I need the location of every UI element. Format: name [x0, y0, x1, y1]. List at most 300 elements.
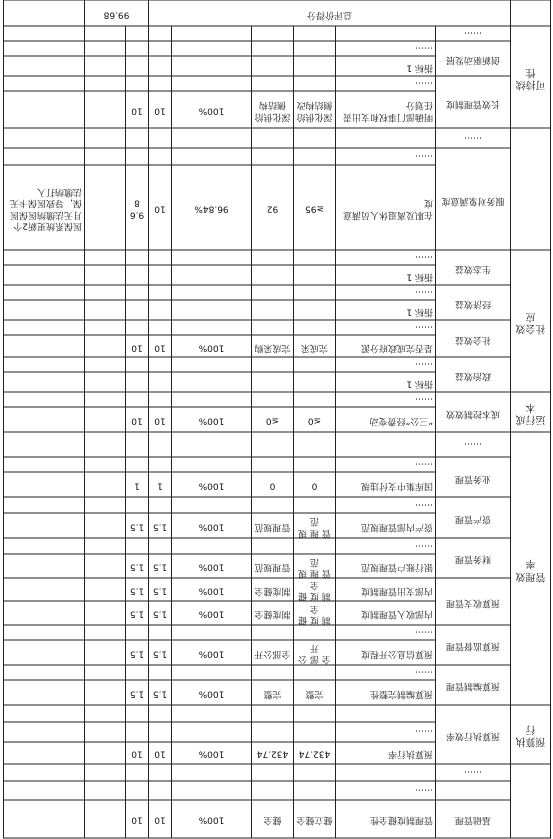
weight-cell — [149, 393, 172, 408]
actual-cell: 制度健全 — [252, 602, 294, 626]
reason-cell — [4, 433, 85, 458]
percent-cell: 100% — [172, 742, 252, 764]
score-cell: 10 — [126, 742, 149, 764]
table-row — [4, 336, 551, 358]
actual-cell: 管理规范 — [252, 555, 294, 579]
actual-cell: 制度健全 — [252, 578, 294, 602]
extra-cell — [85, 129, 126, 149]
percent-cell — [172, 286, 252, 301]
extra-cell — [85, 781, 126, 800]
target-cell — [294, 57, 336, 77]
table-row — [4, 800, 551, 838]
extra-cell — [85, 77, 126, 92]
reason-cell — [4, 77, 85, 92]
weight-cell: 1.5 — [149, 514, 172, 539]
indicator-cell: 预算收支管理 — [436, 578, 511, 625]
target-cell: 432.74 — [294, 742, 336, 764]
reason-cell — [4, 301, 85, 321]
indicator-cell: 预算监督管理 — [436, 625, 511, 665]
score-cell — [126, 129, 149, 149]
table-row — [4, 781, 551, 800]
percent-cell — [172, 266, 252, 286]
target-cell — [294, 321, 336, 336]
extra-cell — [85, 42, 126, 57]
reason-cell — [4, 393, 85, 408]
sub-indicator-cell: …… — [336, 498, 436, 514]
score-cell — [126, 77, 149, 92]
weight-cell: 10 — [149, 800, 172, 838]
actual-cell — [252, 77, 294, 92]
table-row — [4, 433, 551, 458]
target-cell — [294, 458, 336, 473]
weight-cell — [149, 625, 172, 640]
score-cell: 1.5 — [126, 555, 149, 579]
extra-cell — [85, 458, 126, 473]
score-cell — [126, 149, 149, 166]
reason-cell — [4, 680, 85, 705]
sub-indicator-cell: 预算执行率 — [336, 742, 436, 764]
indicator-cell: 基础管理 — [436, 800, 511, 838]
target-cell — [294, 251, 336, 266]
percent-cell — [172, 458, 252, 473]
actual-cell: 0 — [252, 473, 294, 498]
table-row — [4, 602, 551, 626]
reason-cell — [4, 781, 85, 800]
percent-cell: 100% — [172, 602, 252, 626]
percent-cell: 100% — [172, 555, 252, 579]
weight-cell: 1.5 — [149, 602, 172, 626]
indicator-cell: …… — [436, 433, 511, 458]
sub-indicator-cell: …… — [336, 722, 436, 742]
table-row — [4, 640, 551, 665]
reason-cell — [4, 27, 85, 42]
sub-indicator-cell: 是否完成政府分派 — [336, 336, 436, 358]
actual-cell — [252, 625, 294, 640]
weight-cell — [149, 358, 172, 373]
weight-cell — [149, 266, 172, 286]
sub-indicator-cell: 指标 1 — [336, 373, 436, 393]
actual-cell — [252, 498, 294, 514]
reason-cell — [4, 42, 85, 57]
score-cell — [126, 301, 149, 321]
actual-cell — [252, 27, 294, 42]
score-cell — [126, 251, 149, 266]
percent-cell — [172, 722, 252, 742]
extra-cell — [85, 800, 126, 838]
category-cell: 运行成本 — [511, 393, 551, 433]
extra-cell — [85, 514, 126, 539]
extra-cell — [85, 27, 126, 42]
actual-cell: 完成采购 — [252, 336, 294, 358]
percent-cell — [172, 358, 252, 373]
sub-indicator-cell: …… — [336, 149, 436, 166]
weight-cell: 1.5 — [149, 640, 172, 665]
total-blank-cell — [511, 1, 551, 27]
table-row — [4, 92, 551, 129]
score-cell — [126, 42, 149, 57]
score-cell — [126, 433, 149, 458]
actual-cell — [252, 781, 294, 800]
percent-cell: 96.84% — [172, 166, 252, 251]
score-cell — [126, 781, 149, 800]
extra-cell — [85, 705, 126, 722]
table-row — [4, 764, 551, 781]
weight-cell — [149, 251, 172, 266]
percent-cell: 100% — [172, 473, 252, 498]
extra-cell — [85, 373, 126, 393]
score-cell: 10 — [126, 92, 149, 129]
table-row — [4, 408, 551, 433]
weight-cell — [149, 433, 172, 458]
weight-cell: 1 — [149, 473, 172, 498]
sub-indicator-cell: “三公”经费变动 — [336, 408, 436, 433]
table-row — [4, 129, 551, 149]
percent-cell — [172, 625, 252, 640]
reason-cell — [4, 336, 85, 358]
weight-cell — [149, 705, 172, 722]
indicator-cell: 成本控制效效 — [436, 393, 511, 433]
percent-cell: 100% — [172, 92, 252, 129]
score-cell — [126, 705, 149, 722]
target-cell — [294, 393, 336, 408]
percent-cell — [172, 433, 252, 458]
extra-cell — [85, 640, 126, 665]
sub-indicator-cell — [336, 129, 436, 149]
reason-cell — [4, 514, 85, 539]
target-cell: 健立健全 — [294, 800, 336, 838]
percent-cell — [172, 373, 252, 393]
score-cell: 10 — [126, 800, 149, 838]
table-row — [4, 473, 551, 498]
category-cell: 社会效应 — [511, 251, 551, 393]
sub-indicator-cell: 明确部门事权和支出责任划分 — [336, 92, 436, 129]
extra-cell — [85, 166, 126, 251]
percent-cell — [172, 129, 252, 149]
percent-cell — [172, 57, 252, 77]
weight-cell — [149, 77, 172, 92]
target-cell — [294, 77, 336, 92]
score-cell — [126, 625, 149, 640]
reason-cell — [4, 602, 85, 626]
actual-cell — [252, 129, 294, 149]
sub-indicator-cell: …… — [336, 286, 436, 301]
weight-cell — [149, 42, 172, 57]
target-cell — [294, 665, 336, 680]
target-cell: 深化供给侧结构改 — [294, 92, 336, 129]
sub-indicator-cell: …… — [336, 539, 436, 555]
sub-indicator-cell — [336, 433, 436, 458]
target-cell: 0 — [294, 473, 336, 498]
sub-indicator-cell: …… — [336, 251, 436, 266]
weight-cell: 1.5 — [149, 555, 172, 579]
reason-cell — [4, 286, 85, 301]
table-row — [4, 742, 551, 764]
target-cell: 全 部 公 开 — [294, 640, 336, 665]
reason-cell — [4, 266, 85, 286]
indicator-cell: 业务管理 — [436, 458, 511, 498]
score-cell — [126, 27, 149, 42]
sub-indicator-cell: 指标 1 — [336, 301, 436, 321]
sub-indicator-cell: 内部支出管理制度 — [336, 578, 436, 602]
reason-cell — [4, 358, 85, 373]
score-cell — [126, 722, 149, 742]
percent-cell — [172, 665, 252, 680]
sub-indicator-cell — [336, 27, 436, 42]
sub-indicator-cell: 指标 1 — [336, 57, 436, 77]
sub-indicator-cell: 内部收入管理制度 — [336, 602, 436, 626]
percent-cell: 100% — [172, 408, 252, 433]
target-cell — [294, 301, 336, 321]
table-row — [4, 373, 551, 393]
score-cell — [126, 286, 149, 301]
weight-cell — [149, 301, 172, 321]
category-cell — [511, 129, 551, 251]
score-cell: 9.68 — [126, 166, 149, 251]
weight-cell: 10 — [149, 408, 172, 433]
target-cell — [294, 373, 336, 393]
category-cell: 预算执行 — [511, 705, 551, 764]
score-cell — [126, 764, 149, 781]
target-cell — [294, 27, 336, 42]
actual-cell: 健全 — [252, 800, 294, 838]
actual-cell — [252, 433, 294, 458]
weight-cell — [149, 458, 172, 473]
sub-indicator-cell: 资产内部管理规范 — [336, 514, 436, 539]
table-row — [4, 266, 551, 286]
weight-cell: 1.5 — [149, 578, 172, 602]
extra-cell — [85, 578, 126, 602]
category-cell: 管理效率 — [511, 433, 551, 706]
extra-cell — [85, 266, 126, 286]
score-cell — [126, 458, 149, 473]
weight-cell — [149, 149, 172, 166]
percent-cell — [172, 77, 252, 92]
sub-indicator-cell: 管理制度健全性 — [336, 800, 436, 838]
reason-cell — [4, 800, 85, 838]
reason-cell — [4, 408, 85, 433]
percent-cell: 100% — [172, 680, 252, 705]
actual-cell — [252, 722, 294, 742]
reason-cell — [4, 373, 85, 393]
sub-indicator-cell: …… — [336, 665, 436, 680]
percent-cell: 100% — [172, 336, 252, 358]
sub-indicator-cell: …… — [336, 781, 436, 800]
table-row — [4, 555, 551, 579]
sub-indicator-cell: 预算信息公开程度 — [336, 640, 436, 665]
actual-cell: 432.74 — [252, 742, 294, 764]
category-cell: 可持续性 — [511, 27, 551, 129]
reason-cell — [4, 555, 85, 579]
target-cell: 制 度 健 全 — [294, 578, 336, 602]
actual-cell — [252, 149, 294, 166]
actual-cell — [252, 358, 294, 373]
reason-cell — [4, 578, 85, 602]
extra-cell — [85, 433, 126, 458]
table-row — [4, 301, 551, 321]
target-cell — [294, 433, 336, 458]
percent-cell: 100% — [172, 578, 252, 602]
percent-cell — [172, 764, 252, 781]
actual-cell — [252, 705, 294, 722]
reason-cell — [4, 321, 85, 336]
reason-cell — [4, 705, 85, 722]
extra-cell — [85, 539, 126, 555]
extra-cell — [85, 498, 126, 514]
indicator-cell: 长效管理制度 — [436, 77, 511, 129]
target-cell — [294, 539, 336, 555]
target-cell — [294, 722, 336, 742]
deviation-reason-cell: 医保系统更新2个月无法缴纳医保医保，导致医保卡无法缴纳打入 — [4, 166, 85, 251]
reason-cell — [4, 722, 85, 742]
extra-cell — [85, 336, 126, 358]
percent-cell — [172, 251, 252, 266]
extra-cell — [85, 321, 126, 336]
score-cell — [126, 358, 149, 373]
actual-cell — [252, 764, 294, 781]
weight-cell — [149, 764, 172, 781]
actual-cell: 管理规范 — [252, 514, 294, 539]
score-cell: 1.5 — [126, 680, 149, 705]
reason-cell — [4, 473, 85, 498]
performance-evaluation-table — [3, 0, 551, 839]
score-cell: 1 — [126, 473, 149, 498]
reason-cell — [4, 539, 85, 555]
sub-indicator-cell — [336, 764, 436, 781]
indicator-cell: 政治效益 — [436, 358, 511, 393]
actual-cell — [252, 321, 294, 336]
actual-cell — [252, 286, 294, 301]
indicator-cell: 创新驱动发展 — [436, 42, 511, 77]
extra-cell — [85, 408, 126, 433]
weight-cell — [149, 498, 172, 514]
weight-cell — [149, 129, 172, 149]
target-cell — [294, 764, 336, 781]
target-cell — [294, 266, 336, 286]
actual-cell — [252, 539, 294, 555]
sub-indicator-cell — [336, 705, 436, 722]
reason-cell — [4, 92, 85, 129]
percent-cell — [172, 27, 252, 42]
weight-cell — [149, 539, 172, 555]
target-cell — [294, 358, 336, 373]
target-cell: 管 理 规 范 — [294, 555, 336, 579]
weight-cell — [149, 373, 172, 393]
actual-cell — [252, 458, 294, 473]
actual-cell: 全部公开 — [252, 640, 294, 665]
score-cell — [126, 373, 149, 393]
actual-cell — [252, 57, 294, 77]
reason-cell — [4, 57, 85, 77]
actual-cell: 完整 — [252, 680, 294, 705]
percent-cell — [172, 393, 252, 408]
weight-cell — [149, 27, 172, 42]
sub-indicator-cell: 银行账户管理规范 — [336, 555, 436, 579]
extra-cell — [85, 555, 126, 579]
sub-indicator-cell: …… — [336, 458, 436, 473]
reason-cell — [4, 1, 85, 27]
weight-cell: 10 — [149, 336, 172, 358]
sub-indicator-cell: 指标 1 — [336, 266, 436, 286]
percent-cell — [172, 781, 252, 800]
percent-cell — [172, 705, 252, 722]
table-row — [4, 680, 551, 705]
target-cell: ≤0 — [294, 408, 336, 433]
target-cell — [294, 625, 336, 640]
indicator-cell: 财务管理 — [436, 539, 511, 579]
indicator-cell: 经济效益 — [436, 286, 511, 321]
percent-cell — [172, 321, 252, 336]
extra-cell — [85, 149, 126, 166]
actual-cell — [252, 373, 294, 393]
reason-cell — [4, 665, 85, 680]
target-cell: 完成采 — [294, 336, 336, 358]
sub-indicator-cell: …… — [336, 77, 436, 92]
target-cell: 完整 — [294, 680, 336, 705]
percent-cell — [172, 149, 252, 166]
weight-cell: 10 — [149, 92, 172, 129]
extra-cell — [85, 358, 126, 373]
extra-cell — [85, 393, 126, 408]
reason-cell — [4, 742, 85, 764]
reason-cell — [4, 458, 85, 473]
target-cell — [294, 781, 336, 800]
table-row — [4, 57, 551, 77]
percent-cell — [172, 498, 252, 514]
extra-cell — [85, 722, 126, 742]
score-cell — [126, 266, 149, 286]
extra-cell — [85, 92, 126, 129]
sub-indicator-cell: 在职及离退休人员满意度 — [336, 166, 436, 251]
sub-indicator-cell: …… — [336, 393, 436, 408]
actual-cell — [252, 266, 294, 286]
actual-cell — [252, 301, 294, 321]
sub-indicator-cell: …… — [336, 625, 436, 640]
indicator-cell: 服务对象满意度 — [436, 149, 511, 251]
target-cell: ≥95 — [294, 166, 336, 251]
percent-cell: 100% — [172, 800, 252, 838]
actual-cell: ≤0 — [252, 408, 294, 433]
actual-cell: 深化供给侧结构 — [252, 92, 294, 129]
extra-cell — [85, 57, 126, 77]
indicator-cell: 预算执行效率 — [436, 705, 511, 764]
extra-cell — [85, 625, 126, 640]
score-cell — [126, 498, 149, 514]
extra-cell — [85, 764, 126, 781]
weight-cell — [149, 286, 172, 301]
percent-cell — [172, 42, 252, 57]
weight-cell — [149, 321, 172, 336]
reason-cell — [4, 149, 85, 166]
target-cell — [294, 149, 336, 166]
total-score: 99.68 — [85, 1, 149, 27]
total-row — [4, 1, 551, 27]
actual-cell — [252, 393, 294, 408]
target-cell — [294, 42, 336, 57]
actual-cell: 92 — [252, 166, 294, 251]
percent-cell — [172, 301, 252, 321]
score-cell — [126, 539, 149, 555]
score-cell: 10 — [126, 408, 149, 433]
score-cell: 1.5 — [126, 602, 149, 626]
total-label: 总评价得分 — [149, 1, 511, 27]
target-cell: 制 度 健 全 — [294, 602, 336, 626]
extra-cell — [85, 251, 126, 266]
actual-cell — [252, 42, 294, 57]
indicator-cell: 社会效益 — [436, 321, 511, 358]
score-cell — [126, 57, 149, 77]
extra-cell — [85, 301, 126, 321]
sub-indicator-cell: …… — [336, 358, 436, 373]
